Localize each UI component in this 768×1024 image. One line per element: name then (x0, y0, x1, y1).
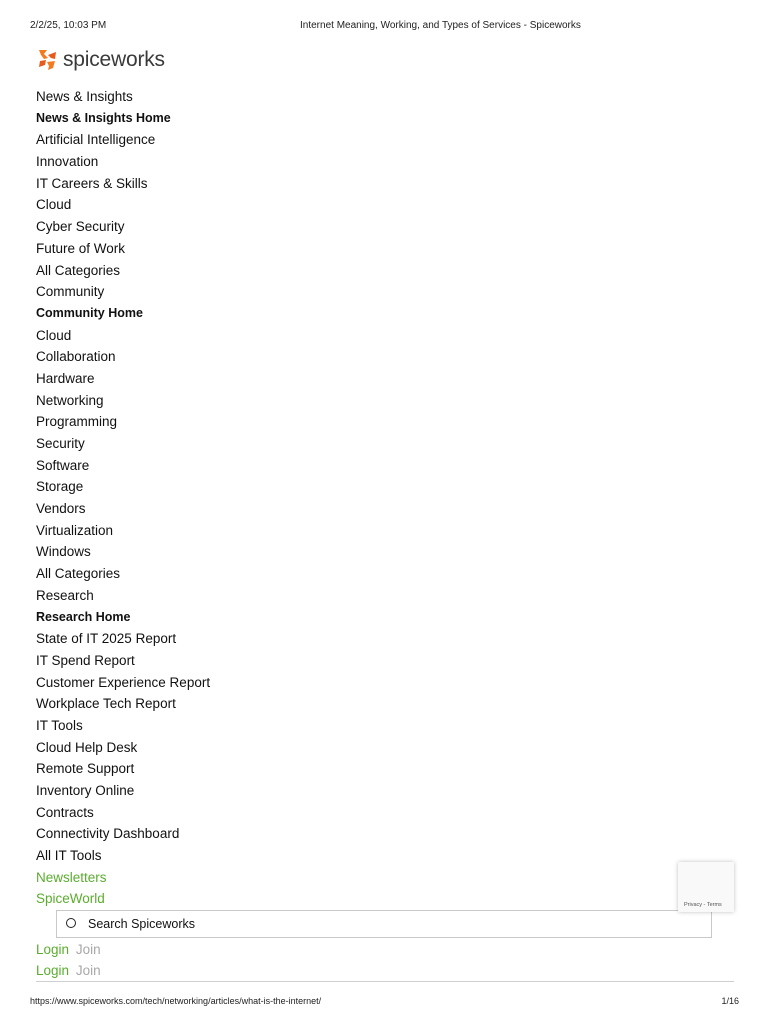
print-page-title: Internet Meaning, Working, and Types of Services - Spiceworks (300, 20, 581, 31)
login-link[interactable]: Login (36, 963, 70, 978)
nav-item-newsletters[interactable]: Newsletters (36, 869, 107, 885)
nav-item-all-categories[interactable]: All Categories (36, 566, 121, 582)
nav-item-contracts[interactable]: Contracts (36, 804, 94, 820)
nav-item-all-it-tools[interactable]: All IT Tools (36, 848, 102, 864)
nav-item-cyber-security[interactable]: Cyber Security (36, 219, 125, 235)
main-nav (36, 86, 716, 910)
nav-item-news-and-insights-home[interactable]: News & Insights Home (36, 110, 171, 125)
nav-item-windows[interactable]: Windows (36, 544, 91, 560)
auth-links-primary (36, 940, 101, 960)
nav-item-cloud[interactable]: Cloud (36, 197, 72, 213)
spiceworks-logo-icon (36, 47, 60, 73)
nav-item-spiceworld[interactable]: SpiceWorld (36, 891, 105, 907)
search-icon (66, 918, 76, 928)
recaptcha-badge[interactable] (678, 862, 734, 912)
auth-links-secondary (36, 961, 101, 981)
nav-item-research[interactable]: Research (36, 587, 94, 603)
nav-item-community-home[interactable]: Community Home (36, 305, 143, 320)
search-bar[interactable] (56, 910, 712, 938)
nav-item-programming[interactable]: Programming (36, 414, 118, 430)
nav-item-collaboration[interactable]: Collaboration (36, 349, 116, 365)
nav-item-cloud[interactable]: Cloud (36, 327, 72, 343)
nav-item-it-spend-report[interactable]: IT Spend Report (36, 652, 135, 668)
nav-item-storage[interactable]: Storage (36, 479, 84, 495)
nav-item-hardware[interactable]: Hardware (36, 370, 95, 386)
join-link[interactable]: Join (75, 963, 101, 978)
nav-item-future-of-work[interactable]: Future of Work (36, 240, 126, 256)
nav-item-all-categories[interactable]: All Categories (36, 262, 121, 278)
nav-item-inventory-online[interactable]: Inventory Online (36, 783, 135, 798)
nav-item-customer-experience-report[interactable]: Customer Experience Report (36, 674, 211, 690)
print-datetime: 2/2/25, 10:03 PM (30, 20, 107, 31)
nav-item-community[interactable]: Community (36, 284, 105, 300)
spiceworks-logo[interactable] (36, 44, 165, 76)
nav-item-vendors[interactable]: Vendors (36, 501, 86, 517)
nav-item-workplace-tech-report[interactable]: Workplace Tech Report (36, 696, 176, 712)
print-header (0, 19, 768, 33)
nav-item-connectivity-dashboard[interactable]: Connectivity Dashboard (36, 826, 180, 842)
divider (36, 981, 734, 982)
search-input[interactable] (88, 917, 668, 931)
nav-item-security[interactable]: Security (36, 436, 85, 451)
nav-item-research-home[interactable]: Research Home (36, 609, 131, 624)
nav-item-remote-support[interactable]: Remote Support (36, 761, 135, 777)
nav-item-cloud-help-desk[interactable]: Cloud Help Desk (36, 739, 138, 755)
recaptcha-privacy-terms[interactable]: Privacy - Terms (684, 902, 722, 908)
nav-item-it-tools[interactable]: IT Tools (36, 717, 83, 733)
nav-item-networking[interactable]: Networking (36, 392, 104, 408)
print-url: https://www.spiceworks.com/tech/networking/articles/what-is-the-internet/ (30, 996, 322, 1006)
join-link[interactable]: Join (75, 942, 101, 957)
nav-item-software[interactable]: Software (36, 457, 90, 473)
nav-item-innovation[interactable]: Innovation (36, 154, 99, 170)
print-page-number: 1/16 (721, 996, 739, 1006)
logo-wordmark: spiceworks (63, 48, 165, 71)
nav-item-state-of-it-2025-report[interactable]: State of IT 2025 Report (36, 631, 177, 647)
print-footer (0, 994, 768, 1008)
nav-item-news-and-insights[interactable]: News & Insights (36, 89, 133, 104)
login-link[interactable]: Login (36, 942, 70, 957)
nav-item-it-careers-and-skills[interactable]: IT Careers & Skills (36, 175, 148, 191)
nav-item-virtualization[interactable]: Virtualization (36, 522, 114, 538)
nav-item-artificial-intelligence[interactable]: Artificial Intelligence (36, 132, 156, 148)
